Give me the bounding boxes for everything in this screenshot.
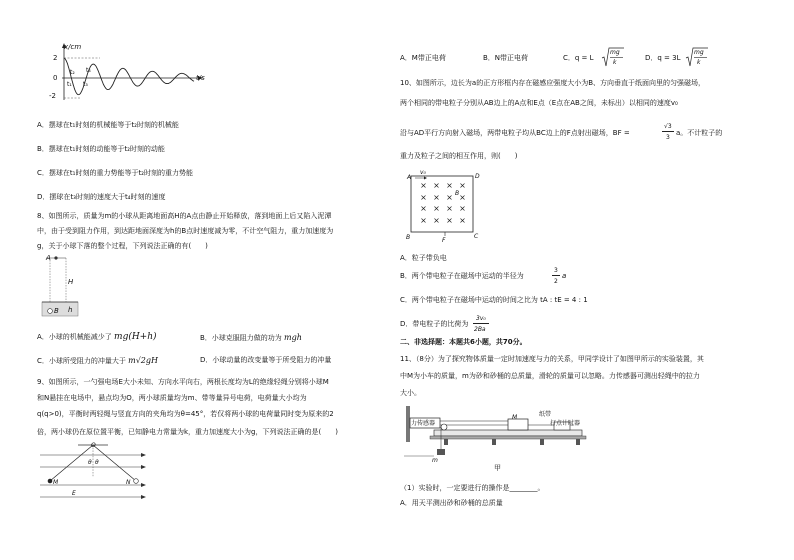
q11-line: 中M为小车的质量，m为砂和砂桶的总质量，滑轮的质量可以忽略。力传感器可测出轻绳中的拉力: [400, 372, 700, 380]
q9-option-b: B．N带正电荷: [483, 54, 529, 62]
q11-figure-caption: 甲: [494, 464, 501, 472]
field-cross: ×: [433, 192, 440, 202]
q9-line: 9、如图所示，一勺强电场E大小未知、方向水平向右，两根长度均为L的绝缘轻绳分别将小球M: [37, 378, 329, 386]
q11-cart-label: M: [512, 414, 518, 421]
field-cross: ×: [420, 192, 427, 202]
q8-option-c-text: C．小球所受阻力的冲量大于: [37, 357, 126, 365]
q9-option-d: [645, 54, 681, 63]
q11-apparatus-figure: [404, 402, 589, 462]
field-cross: ×: [420, 181, 427, 190]
field-cross: ×: [433, 215, 440, 225]
q10-point-f: F: [442, 237, 446, 244]
q8-option-c-expr: m√2gH: [128, 356, 158, 365]
q9-point-o: O: [91, 442, 96, 449]
q9-option-c-den: k: [613, 59, 617, 66]
q10-corner-d: D: [475, 173, 480, 180]
q10-line: 10、如图所示，边长为a的正方形框内存在磁感应强度大小为B、方向垂直于纸面向里的匀强磁场，: [400, 79, 705, 87]
field-cross: ×: [446, 215, 453, 225]
q7-option-d: D．摆球在t₃时刻的速度大于t₄时刻的速度: [37, 193, 166, 201]
field-cross: ×: [459, 215, 466, 225]
graph-t-mark: t₂: [70, 69, 75, 76]
q9-field-e: E: [72, 490, 76, 497]
q10-line: 重力及粒子之间的相互作用，则( ): [400, 152, 518, 160]
q10-bf-den: 3: [666, 134, 670, 141]
q8-line: 8、如图所示，质量为m的小球从距离地面高H的A点由静止开始释放，落到地面上后又陷入泥潭: [37, 212, 332, 220]
q8-line: g，关于小球下落的整个过程，下列说法正确的有( ): [37, 242, 208, 250]
q10-corner-c: C: [474, 233, 479, 240]
section-heading: 二、非选择题：本题共6小题，共70分。: [400, 338, 527, 346]
q10-option-b-num: 3: [554, 267, 558, 274]
q10-corner-a: A: [407, 174, 412, 181]
field-cross: ×: [446, 192, 453, 202]
q9-option-c-text: C．q = L: [563, 54, 594, 62]
q11-sub1-option-a: A．用天平测出砂和砂桶的总质量: [400, 499, 503, 507]
q10-bf-tail: a。不计粒子的: [676, 129, 723, 137]
q11-timer-label: 打点计时器: [550, 420, 581, 427]
graph-y-tick: 0: [53, 74, 58, 82]
q11-sub1: （1）实验时，一定要进行的操作是________。: [400, 484, 545, 492]
q8-option-b: [200, 333, 302, 343]
field-cross: ×: [446, 204, 453, 213]
q8-height-h: H: [68, 278, 74, 286]
graph-x-label: t/s: [196, 74, 205, 82]
graph-t-mark: t₁: [67, 81, 72, 88]
q10-v0: v₀: [420, 169, 426, 176]
q10-line: 两个相同的带电粒子分别从AB边上的A点和E点（E点在AB之间，未标出）以相同的速度v₀: [400, 99, 678, 107]
field-cross: ×: [446, 181, 453, 190]
field-cross: ×: [459, 192, 466, 202]
q9-option-d-text: D．q = 3L: [645, 54, 681, 62]
q9-line: 倍，两小球仍在原位置平衡，已知静电力常量为k，重力加速度大小为g，下列说法正确的是( ): [37, 428, 338, 436]
q9-theta: θ: [95, 459, 99, 466]
q10-line: 沿与AD平行方向射入磁场，两带电粒子均从BC边上的F点射出磁场，BF =: [400, 129, 630, 137]
q10-bf-bar: [662, 131, 674, 132]
q9-line: q(q>0)，平衡时两轻绳与竖直方向的夹角均为θ=45°，若仅将两小球的电荷量同时变为原来的2: [37, 410, 334, 418]
q11-line: 11、（8分）为了探究物体质量一定时加速度与力的关系，甲同学设计了如图甲所示的实验装置，其: [400, 355, 704, 363]
q10-option-d: D．带电粒子的比荷为: [400, 320, 469, 328]
q11-force-sensor-label: 力传感器: [411, 420, 436, 427]
damped-wave: [64, 58, 194, 95]
graph-t-mark: t₄: [86, 67, 91, 74]
q8-point-a: A: [46, 254, 51, 262]
field-cross: ×: [459, 181, 466, 190]
q8-option-a-text: A．小球的机械能减少了: [37, 333, 112, 341]
q8-option-b-text: B．小球克服阻力做的功为: [200, 334, 282, 342]
q11-line: 大小。: [400, 389, 421, 397]
q9-option-a: A．M带正电荷: [400, 54, 446, 62]
q8-option-a: [37, 333, 157, 342]
q7-option-b: B．摆球在t₁时刻的动能等于t₂时刻的动能: [37, 145, 165, 153]
q9-line: 和N悬挂在电场中，悬点均为O，两小球质量均为m、带等量异号电荷，电荷量大小均为: [37, 394, 307, 402]
graph-y-tick: 2: [53, 54, 58, 62]
field-cross: ×: [433, 204, 440, 213]
graph-y-tick: -2: [49, 92, 56, 100]
q9-option-d-den: k: [697, 59, 701, 66]
graph-y-label: x/cm: [64, 43, 82, 51]
q9-theta: θ: [88, 459, 92, 466]
q11-tape-label: 纸带: [539, 411, 552, 418]
q10-option-d-bar: [473, 323, 489, 324]
q10-option-d-num: 3v₀: [476, 315, 486, 322]
q8-point-b: B: [54, 307, 59, 315]
q9-ball-m: M: [53, 479, 59, 486]
q10-option-b-tail: a: [562, 272, 567, 280]
q9-option-c-num: mg: [610, 49, 620, 56]
q8-option-c: [37, 356, 158, 366]
q10-corner-b: B: [406, 234, 411, 241]
q9-option-c: [563, 54, 594, 63]
field-cross: ×: [420, 204, 427, 213]
q7-option-a: A．摆球在t₁时刻的机械能等于t₂时刻的机械能: [37, 121, 179, 129]
q11-weight-label: m: [432, 457, 438, 464]
q8-option-a-expr: mg(H+h): [114, 332, 157, 342]
q10-bf-num: √3: [664, 123, 672, 130]
field-cross: ×: [420, 215, 427, 225]
graph-t-mark: t₃: [83, 81, 88, 88]
q10-option-d-den: 2Ba: [474, 326, 486, 333]
q9-ball-n: N: [126, 479, 131, 486]
q8-depth-h: h: [68, 306, 73, 314]
q10-option-b-den: 2: [554, 278, 558, 285]
q10-point-b-inner: B: [455, 190, 460, 197]
q10-option-b: B．两个带电粒子在磁场中运动的半径为: [400, 272, 524, 280]
q10-option-c: C．两个带电粒子在磁场中运动的时间之比为 tA : tE = 4 : 1: [400, 296, 588, 304]
q10-option-a: A．粒子带负电: [400, 254, 447, 262]
q10-option-b-bar: [552, 275, 560, 276]
q7-option-c: C．摆球在t₁时刻的重力势能等于t₂时刻的重力势能: [37, 169, 193, 177]
q9-figure: [38, 441, 148, 503]
q8-option-b-expr: mgh: [284, 333, 302, 342]
field-cross: ×: [459, 204, 466, 213]
q9-option-d-num: mg: [694, 49, 704, 56]
q8-line: 中，由于受到阻力作用，到达距地面深度为h的B点时速度减为零，不计空气阻力，重力加速度为: [37, 227, 334, 235]
q8-option-d: D．小球动量的改变量等于所受阻力的冲量: [200, 356, 332, 364]
magnetic-field-grid: [417, 180, 469, 226]
field-cross: ×: [433, 181, 440, 190]
